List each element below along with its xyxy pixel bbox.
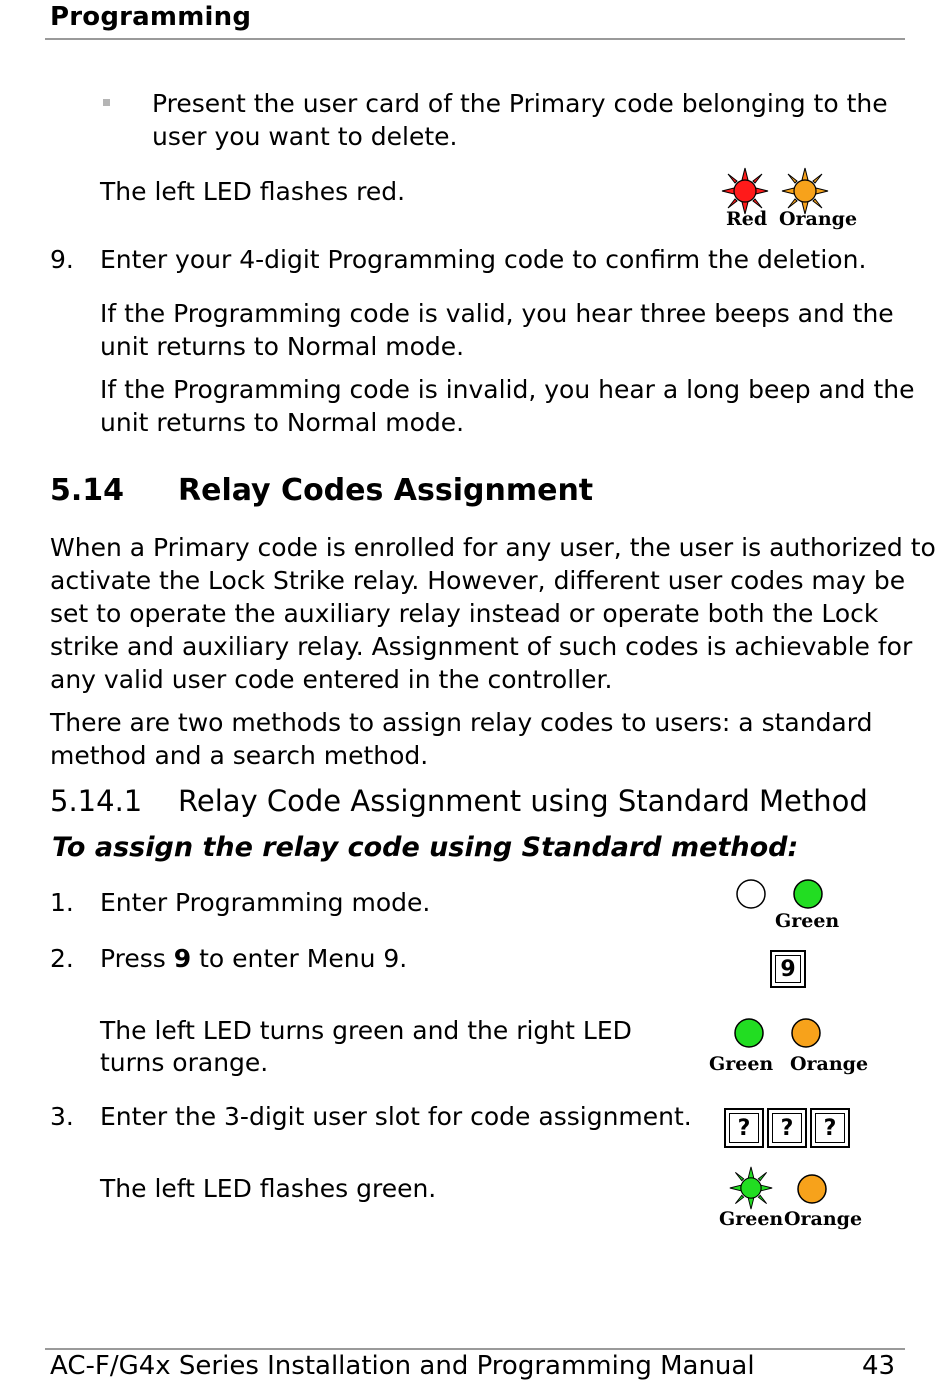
section-5-14-1-title: Relay Code Assignment using Standard Method [178, 784, 868, 818]
green-led-icon [791, 877, 825, 911]
step2-number: 2. [50, 944, 74, 973]
step2-note-line1: The left LED turns green and the right LED [100, 1016, 632, 1045]
green-flashing-led-icon [728, 1165, 774, 1211]
para2-line2: method and a search method. [50, 741, 429, 770]
keypad-key-unknown-1 [724, 1108, 764, 1148]
page-header-title: Programming [50, 2, 252, 32]
step9-number: 9. [50, 245, 74, 274]
invalid-code-line1: If the Programming code is invalid, you hear a long beep and the [100, 375, 915, 404]
para1-line2: activate the Lock Strike relay. However, different user codes may be [50, 566, 906, 595]
para1-line4: strike and auxiliary relay. Assignment of such codes is achievable for [50, 632, 913, 661]
keypad-key-unknown-2-label: ? [772, 1113, 802, 1143]
step3-note: The left LED flashes green. [100, 1174, 437, 1203]
green-led-icon [732, 1016, 766, 1050]
keypad-key-unknown-1-label: ? [729, 1113, 759, 1143]
step2-key: 9 [173, 944, 192, 973]
step2-led-label-orange: Orange [790, 1053, 869, 1075]
footer-page-number: 43 [862, 1351, 896, 1381]
step2-text-pre: Press [100, 944, 174, 973]
led-label-red: Red [726, 208, 768, 230]
section-5-14-title: Relay Codes Assignment [178, 473, 594, 508]
step2-note-line2: turns orange. [100, 1048, 269, 1077]
step3-led-label-orange: Orange [784, 1208, 863, 1230]
step1-led-label-green: Green [775, 910, 840, 932]
led-off-icon [734, 877, 768, 911]
valid-code-line2: unit returns to Normal mode. [100, 332, 465, 361]
orange-led-icon [795, 1172, 829, 1206]
led-label-orange: Orange [779, 208, 858, 230]
step2-led-label-green: Green [709, 1053, 774, 1075]
bullet-marker [103, 99, 110, 106]
keypad-key-9 [770, 950, 806, 988]
para1-line3: set to operate the auxiliary relay instead or operate both the Lock [50, 599, 879, 628]
keypad-key-unknown-3-label: ? [815, 1113, 845, 1143]
step2-text [100, 942, 407, 975]
procedure-heading: To assign the relay code using Standard method: [52, 832, 799, 863]
step3-number: 3. [50, 1102, 74, 1131]
orange-led-icon [789, 1016, 823, 1050]
keypad-key-unknown-3 [810, 1108, 850, 1148]
footer-manual-title: AC-F/G4x Series Installation and Programming Manual [50, 1351, 755, 1381]
para2-line1: There are two methods to assign relay codes to users: a standard [50, 708, 873, 737]
step3-led-label-green: Green [719, 1208, 784, 1230]
left-led-flashes-red-text: The left LED flashes red. [100, 177, 406, 206]
bullet-text-line1: Present the user card of the Primary code belonging to the [152, 89, 888, 118]
keypad-key-9-label: 9 [775, 955, 801, 983]
bullet-text-line2: user you want to delete. [152, 122, 458, 151]
step3-text: Enter the 3-digit user slot for code assignment. [100, 1102, 692, 1131]
keypad-key-unknown-2 [767, 1108, 807, 1148]
step2-text-post: to enter Menu 9. [191, 944, 408, 973]
valid-code-line1: If the Programming code is valid, you hear three beeps and the [100, 299, 894, 328]
para1-line1: When a Primary code is enrolled for any user, the user is authorized to [50, 533, 936, 562]
step1-text: Enter Programming mode. [100, 888, 431, 917]
step1-number: 1. [50, 888, 74, 917]
section-5-14-1-number: 5.14.1 [50, 784, 143, 818]
step9-text: Enter your 4-digit Programming code to confirm the deletion. [100, 245, 867, 274]
invalid-code-line2: unit returns to Normal mode. [100, 408, 465, 437]
header-rule [45, 38, 905, 40]
para1-line5: any valid user code entered in the controller. [50, 665, 613, 694]
footer-rule [45, 1348, 905, 1350]
section-5-14-number: 5.14 [50, 473, 125, 508]
